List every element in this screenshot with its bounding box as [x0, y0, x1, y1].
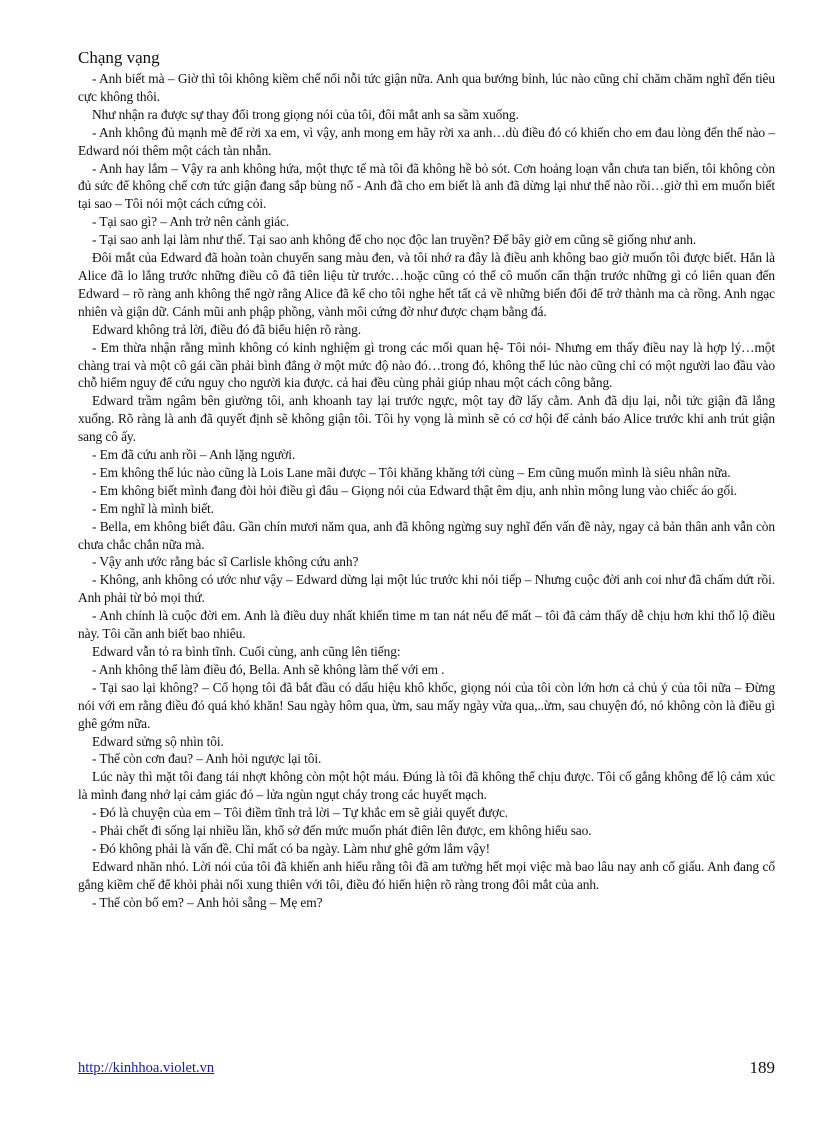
paragraph: - Không, anh không có ước như vậy – Edward dừng lại một lúc trước khi nói tiếp – Nhưng cuộc đời anh coi như đã chấm dứt rồi. Anh phải từ bỏ mọi thứ.	[78, 572, 775, 606]
footer-link[interactable]: http://kinhhoa.violet.vn	[78, 1060, 215, 1076]
paragraph: - Thế còn bố em? – Anh hỏi sẵng – Mẹ em?	[92, 894, 323, 910]
paragraph: - Anh không thể làm điều đó, Bella. Anh sẽ không làm thế với em .	[92, 661, 445, 677]
paragraph: - Em đã cứu anh rồi – Anh lặng người.	[92, 447, 296, 463]
paragraph: - Đó là chuyện của em – Tôi điềm tĩnh trả lời – Tự khắc em sẽ giải quyết được.	[92, 805, 509, 821]
paragraph: - Em thừa nhận rằng mình không có kinh nghiệm gì trong các mối quan hệ- Tôi nói- Nhưng em thấy điều nay là hợp lý…một chàng trai và một cô gái cần phải bình đẳng ở một mức độ nào đó…trong đó, không thể lúc nào cũng chỉ có một người lao đầu vào chỗ hiểm nguy để cứu nguy cho người kia được. cả hai đều cùng phải giúp nhau một cách công bằng.	[78, 339, 775, 391]
paragraph: - Tại sao gì? – Anh trở nên cảnh giác.	[92, 214, 290, 230]
chapter-title: Chạng vạng	[78, 48, 160, 67]
paragraph: - Tại sao anh lại làm như thế. Tại sao anh không để cho nọc độc lan truyền? Để bây giờ em cũng sẽ giống như anh.	[92, 232, 697, 248]
paragraph: - Vậy anh ước rằng bác sĩ Carlisle không cứu anh?	[92, 554, 359, 570]
paragraph: - Em không thể lúc nào cũng là Lois Lane mãi được – Tôi khăng khăng tới cùng – Em cũng muốn mình là siêu nhân nữa.	[92, 464, 731, 480]
page-footer	[78, 1060, 775, 1084]
paragraph: - Anh chính là cuộc đời em. Anh là điều duy nhất khiến time m tan nát nếu để mất – tôi đã cảm thấy dễ chịu hơn khi thổ lộ điều này. Tôi cần anh biết bao nhiêu.	[78, 608, 775, 642]
paragraph: Edward trầm ngâm bên giường tôi, anh khoanh tay lại trước ngực, một tay đỡ lấy cằm. Anh đã dịu lại, nỗi tức giận đã lắng xuống. Rõ ràng là anh đã quyết định sẽ không giận tôi. Tôi hy vọng là mình sẽ có cơ hội để cảnh báo Alice trước khi anh trút giận sang cô ấy.	[78, 393, 775, 445]
paragraph: Lúc này thì mặt tôi đang tái nhợt không còn một hột máu. Đúng là tôi đã không thể chịu được. Tôi cố gắng không để lộ cảm xúc là mình đang nhớ lại cảm giác đó – lửa ngùn ngụt cháy trong các huyết mạch.	[78, 769, 775, 803]
paragraph: - Đó không phải là vấn đề. Chỉ mất có ba ngày. Làm như ghê gớm lắm vậy!	[92, 840, 490, 856]
paragraph: Đôi mắt của Edward đã hoàn toàn chuyển sang màu đen, và tôi nhớ ra đây là điều anh không bao giờ muốn tôi được biết. Hẳn là Alice đã lo lắng trước những điều cô đã tiên liệu từ trước…hoặc cũng có thể cô muốn cẩn thận trước những gì có liên quan đến Edward – rõ ràng anh không thể ngờ rằng Alice đã kể cho tôi nghe hết tất cả về những biến đổi để trở thành ma cà rồng. Anh ngạc nhiên và giận dữ. Cánh mũi anh phập phồng, vành môi cứng đờ như được chạm bằng đá.	[78, 250, 775, 319]
paragraph: - Anh hay lắm – Vậy ra anh không hứa, một thực tế mà tôi đã không hề bỏ sót. Cơn hoảng loạn vẫn chưa tan biến, tôi không còn đủ sức để không chế cơn tức giận đang sắp bùng nổ - Anh đã cho em biết là anh đã dừng lại như thế nào rồi…giờ thì em muốn biết tại sao – Tôi nói một cách cứng cỏi.	[78, 160, 775, 212]
paragraph: - Phải chết đi sống lại nhiều lần, khổ sở đến mức muốn phát điên lên được, em không hiểu sao.	[92, 823, 592, 839]
body-text	[78, 70, 775, 912]
paragraph: - Thế còn cơn đau? – Anh hỏi ngược lại tôi.	[92, 751, 322, 767]
paragraph: Như nhận ra được sự thay đổi trong giọng nói của tôi, đôi mắt anh sa sầm xuống.	[92, 106, 519, 122]
paragraph: Edward sửng sộ nhìn tôi.	[92, 733, 224, 749]
paragraph: - Bella, em không biết đâu. Gần chín mươi năm qua, anh đã không ngừng suy nghĩ đến vấn đề này, ngay cả bản thân anh vẫn còn chưa chắc chắn nữa mà.	[78, 518, 775, 552]
paragraph: - Anh không đủ mạnh mẽ để rời xa em, vì vậy, anh mong em hãy rời xa anh…dù điều đó có khiến cho em đau lòng đến thế nào – Edward nói thêm một cách tàn nhẫn.	[78, 124, 775, 158]
page-number: 189	[749, 1058, 775, 1077]
page-content	[78, 48, 775, 912]
paragraph: - Anh biết mà – Giờ thì tôi không kiềm chế nổi nỗi tức giận nữa. Anh qua bướng bỉnh, lúc nào cũng chỉ chăm chăm nghĩ đến tiêu cực không thôi.	[78, 71, 775, 104]
paragraph: Edward nhăn nhó. Lời nói của tôi đã khiến anh hiểu rằng tôi đã am tường hết mọi việc mà bao lâu nay anh cố giấu. Anh đang cố gắng kiềm chế để khỏi phải nổi xung thiên với tôi, điều đó hiển hiện rõ ràng trong đôi mắt của anh.	[78, 858, 775, 892]
paragraph: - Tại sao lại không? – Cổ họng tôi đã bắt đầu có dấu hiệu khô khốc, giọng nói của tôi còn lớn hơn cả chủ ý của tôi nữa – Đừng nói với em rằng điều đó quá khó khăn! Sau ngày hôm qua, ừm, sau mấy ngày vừa qua,..ừm, sau chuyện đó, nó không còn là điều gì ghê gớm nữa.	[78, 679, 775, 731]
paragraph: Edward không trả lời, điều đó đã biểu hiện rõ ràng.	[92, 321, 361, 337]
paragraph: Edward vẫn tỏ ra bình tĩnh. Cuối cùng, anh cũng lên tiếng:	[92, 644, 401, 659]
paragraph: - Em không biết mình đang đòi hỏi điều gì đâu – Giọng nói của Edward thật êm dịu, anh nhìn mông lung vào chiếc áo gối.	[92, 482, 737, 498]
paragraph: - Em nghĩ là mình biết.	[92, 500, 214, 516]
